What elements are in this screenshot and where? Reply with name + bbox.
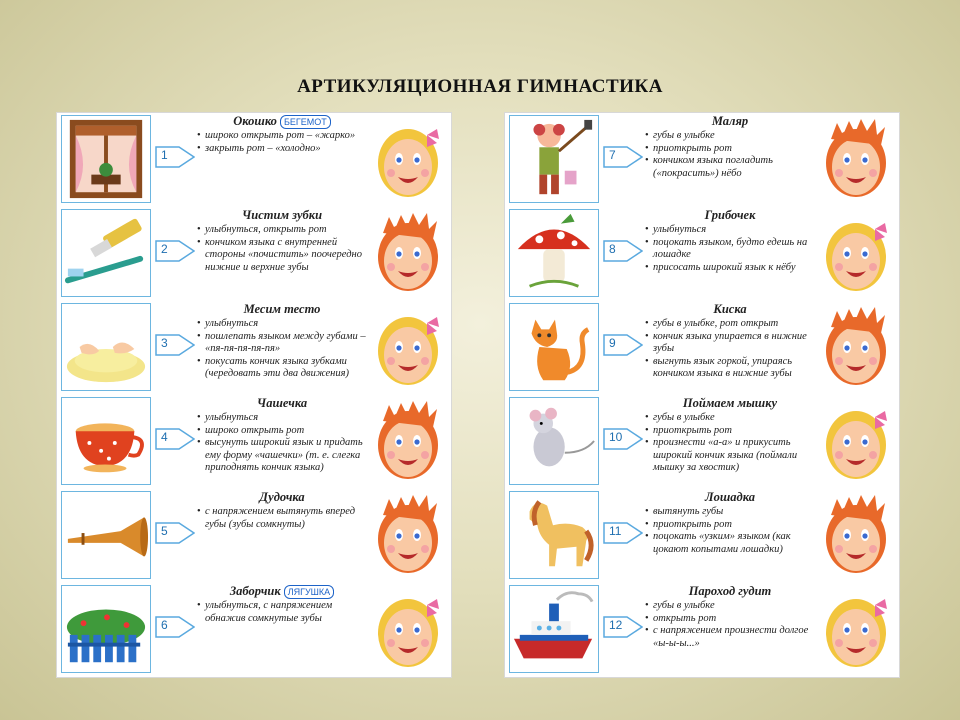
- exercise-row: [505, 395, 899, 489]
- exercise-description: [197, 490, 367, 531]
- exercise-panel-left: [56, 112, 452, 678]
- exercise-number: 12: [609, 618, 623, 632]
- exercise-row: [505, 207, 899, 301]
- window-icon: [61, 115, 151, 203]
- exercise-step: • широко открыть рот – «жарко»: [197, 130, 367, 143]
- exercise-step: • поцокать языком, будто едешь на лошадке: [645, 237, 815, 262]
- number-arrow-icon: [603, 613, 643, 641]
- dough-icon: [61, 303, 151, 391]
- exercise-description: [645, 490, 815, 556]
- number-arrow-icon: [155, 331, 195, 359]
- exercise-steps: [645, 506, 815, 556]
- exercise-number: 4: [161, 430, 168, 444]
- girl-face-icon: [817, 211, 895, 295]
- exercise-panel-right: [504, 112, 900, 678]
- horse-icon: [509, 491, 599, 579]
- exercise-name: Чашечка: [256, 396, 308, 410]
- boy-face-icon: [817, 117, 895, 201]
- exercise-description: [197, 114, 367, 155]
- girl-face-icon: [369, 587, 447, 671]
- exercise-step: • покусать кончик языка зубками (чередовать эти два движения): [197, 356, 367, 381]
- exercise-number: 7: [609, 148, 616, 162]
- girl-face-icon: [369, 117, 447, 201]
- number-arrow-icon: [603, 331, 643, 359]
- pipe-icon: [61, 491, 151, 579]
- exercise-steps: [645, 224, 815, 274]
- exercise-number: 2: [161, 242, 168, 256]
- exercise-row: [505, 113, 899, 207]
- exercise-step: • губы в улыбке: [645, 412, 815, 425]
- exercise-number: 8: [609, 242, 616, 256]
- number-arrow-icon: [603, 143, 643, 171]
- mouse-icon: [509, 397, 599, 485]
- exercise-row: [505, 489, 899, 583]
- exercise-step: • высунуть широкий язык и придать ему форму «чашечки» (т. е. слегка приподнять кончик языка): [197, 437, 367, 475]
- exercise-step: • улыбнуться, открыть рот: [197, 224, 367, 237]
- exercise-step: • улыбнуться: [197, 412, 367, 425]
- mushroom-icon: [509, 209, 599, 297]
- boy-face-icon: [369, 399, 447, 483]
- steamship-icon: [509, 585, 599, 673]
- toothbrush-icon: [61, 209, 151, 297]
- exercise-step: • присосать широкий язык к нёбу: [645, 262, 815, 275]
- exercise-steps: [197, 412, 367, 475]
- exercise-tag: БЕГЕМОТ: [280, 115, 331, 129]
- fence-icon: [61, 585, 151, 673]
- exercise-step: • приоткрыть рот: [645, 143, 815, 156]
- number-arrow-icon: [155, 237, 195, 265]
- exercise-row: [57, 301, 451, 395]
- exercise-description: [197, 396, 367, 475]
- boy-face-icon: [817, 305, 895, 389]
- exercise-number: 3: [161, 336, 168, 350]
- number-arrow-icon: [603, 425, 643, 453]
- exercise-steps: [197, 600, 367, 625]
- exercise-description: [197, 302, 367, 381]
- painter-icon: [509, 115, 599, 203]
- exercise-name: Заборчик: [229, 584, 281, 598]
- exercise-name: Пароход гудит: [688, 584, 772, 598]
- number-arrow-icon: [155, 519, 195, 547]
- number-arrow-icon: [603, 519, 643, 547]
- exercise-step: • губы в улыбке, рот открыт: [645, 318, 815, 331]
- boy-face-icon: [369, 211, 447, 295]
- exercise-description: [645, 208, 815, 274]
- exercise-step: • приоткрыть рот: [645, 425, 815, 438]
- girl-face-icon: [817, 587, 895, 671]
- exercise-steps: [645, 130, 815, 180]
- exercise-step: • произнести «а-а» и прикусить широкий кончик языка (поймали мышку за хвостик): [645, 437, 815, 475]
- exercise-step: • поцокать «узким» языком (как цокают копытами лошадки): [645, 531, 815, 556]
- girl-face-icon: [369, 305, 447, 389]
- page-title: АРТИКУЛЯЦИОННАЯ ГИМНАСТИКА: [297, 76, 663, 97]
- exercise-row: [57, 207, 451, 301]
- exercise-name: Поймаем мышку: [682, 396, 778, 410]
- exercise-row: [505, 301, 899, 395]
- girl-face-icon: [817, 399, 895, 483]
- exercise-step: • широко открыть рот: [197, 425, 367, 438]
- exercise-steps: [645, 412, 815, 475]
- exercise-tag: ЛЯГУШКА: [284, 585, 335, 599]
- exercise-steps: [197, 130, 367, 155]
- exercise-step: • выгнуть язык горкой, упираясь кончиком языка в нижние зубы: [645, 356, 815, 381]
- exercise-step: • вытянуть губы: [645, 506, 815, 519]
- exercise-step: • закрыть рот – «холодно»: [197, 143, 367, 156]
- exercise-description: [197, 208, 367, 274]
- exercise-steps: [645, 600, 815, 650]
- cup-icon: [61, 397, 151, 485]
- exercise-name: Лошадка: [705, 490, 755, 504]
- exercise-step: • губы в улыбке: [645, 600, 815, 613]
- boy-face-icon: [817, 493, 895, 577]
- exercise-number: 9: [609, 336, 616, 350]
- exercise-step: • приоткрыть рот: [645, 519, 815, 532]
- number-arrow-icon: [155, 143, 195, 171]
- exercise-name: Маляр: [711, 114, 749, 128]
- exercise-step: • с напряжением произнести долгое «ы-ы-ы...»: [645, 625, 815, 650]
- exercise-row: [57, 583, 451, 677]
- exercise-step: • кончиком языка с внутренней стороны «почистить» поочередно нижние и верхние зубы: [197, 237, 367, 275]
- boy-face-icon: [369, 493, 447, 577]
- exercise-description: [197, 584, 367, 625]
- exercise-steps: [645, 318, 815, 381]
- exercise-step: • открыть рот: [645, 613, 815, 626]
- exercise-row: [57, 489, 451, 583]
- exercise-number: 10: [609, 430, 623, 444]
- exercise-name: Киска: [713, 302, 747, 316]
- exercise-name: Месим тесто: [243, 302, 321, 316]
- exercise-name: Грибочек: [704, 208, 756, 222]
- exercise-step: • губы в улыбке: [645, 130, 815, 143]
- exercise-steps: [197, 318, 367, 381]
- exercise-step: • пошлепать языком между губами – «пя-пя-пя-пя-пя»: [197, 331, 367, 356]
- exercise-description: [645, 302, 815, 381]
- number-arrow-icon: [155, 425, 195, 453]
- exercise-number: 6: [161, 618, 168, 632]
- exercise-description: [645, 584, 815, 650]
- exercise-description: [645, 396, 815, 475]
- exercise-step: • кончик языка упирается в нижние зубы: [645, 331, 815, 356]
- exercise-step: • улыбнуться: [645, 224, 815, 237]
- exercise-step: • улыбнуться, с напряжением обнажив сомкнутые зубы: [197, 600, 367, 625]
- exercise-row: [505, 583, 899, 677]
- exercise-row: [57, 113, 451, 207]
- cat-icon: [509, 303, 599, 391]
- exercise-name: Чистим зубки: [241, 208, 323, 222]
- exercise-number: 11: [609, 524, 622, 538]
- exercise-step: • улыбнуться: [197, 318, 367, 331]
- exercise-name: Окошко: [233, 114, 277, 128]
- exercise-step: • кончиком языка погладить («покрасить») нёбо: [645, 155, 815, 180]
- number-arrow-icon: [155, 613, 195, 641]
- exercise-steps: [197, 506, 367, 531]
- exercise-number: 5: [161, 524, 168, 538]
- exercise-number: 1: [161, 148, 168, 162]
- number-arrow-icon: [603, 237, 643, 265]
- exercise-row: [57, 395, 451, 489]
- exercise-step: • с напряжением вытянуть вперед губы (зубы сомкнуты): [197, 506, 367, 531]
- exercise-steps: [197, 224, 367, 274]
- exercise-description: [645, 114, 815, 180]
- exercise-name: Дудочка: [259, 490, 305, 504]
